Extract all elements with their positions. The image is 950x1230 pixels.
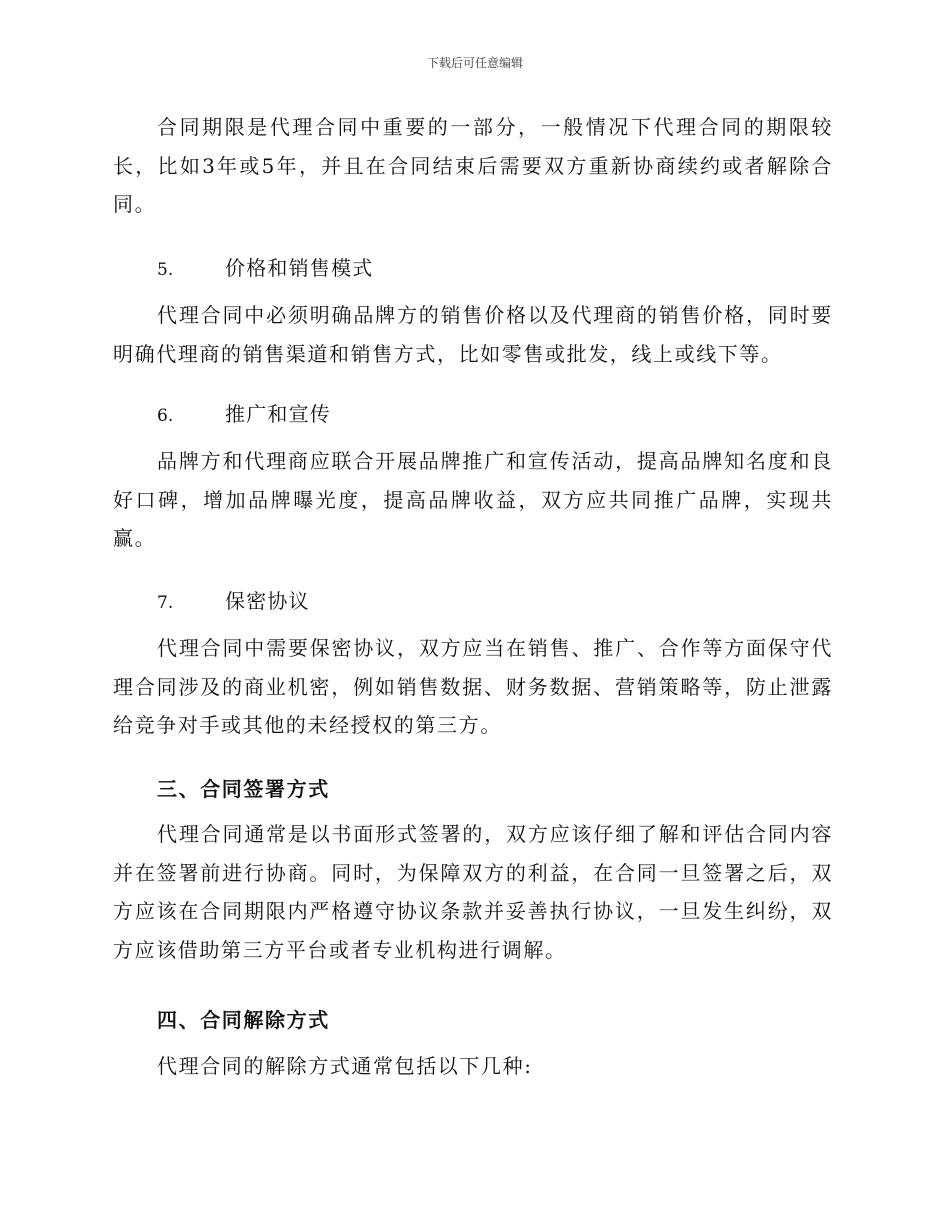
list-item-confidentiality (157, 585, 310, 614)
list-number: 5. (157, 260, 174, 280)
list-number: 6. (157, 406, 174, 426)
list-number: 7. (157, 593, 174, 613)
section-heading-termination: 四、合同解除方式 (157, 1008, 330, 1032)
list-item-price-sales (157, 252, 373, 281)
list-item-promotion (157, 398, 331, 427)
paragraph-price-sales: 代理合同中必须明确品牌方的销售价格以及代理商的销售价格，同时要明确代理商的销售渠道和销售方式，比如零售或批发，线上或线下等。 (113, 303, 833, 366)
section-heading-signing: 三、合同签署方式 (157, 777, 330, 801)
paragraph-promotion: 品牌方和代理商应联合开展品牌推广和宣传活动，提高品牌知名度和良好口碑，增加品牌曝光度，提高品牌收益，双方应共同推广品牌，实现共赢。 (113, 449, 833, 550)
list-title: 价格和销售模式 (225, 256, 374, 280)
paragraph-confidentiality: 代理合同中需要保密协议，双方应当在销售、推广、合作等方面保守代理合同涉及的商业机密，例如销售数据、财务数据、营销策略等，防止泄露给竞争对手或其他的未经授权的第三方。 (113, 636, 833, 737)
list-title: 推广和宣传 (225, 402, 331, 426)
paragraph-signing: 代理合同通常是以书面形式签署的，双方应该仔细了解和评估合同内容并在签署前进行协商。同时，为保障双方的利益，在合同一旦签署之后，双方应该在合同期限内严格遵守协议条款并妥善执行协议，一旦发生纠纷，双方应该借助第三方平台或者专业机构进行调解。 (113, 822, 833, 962)
paragraph-contract-term: 合同期限是代理合同中重要的一部分，一般情况下代理合同的期限较长，比如3年或5年，并且在合同结束后需要双方重新协商续约或者解除合同。 (113, 115, 833, 216)
page-header: 下载后可任意编辑 (426, 56, 523, 70)
paragraph-termination: 代理合同的解除方式通常包括以下几种: (157, 1054, 533, 1078)
list-title: 保密协议 (225, 589, 310, 613)
